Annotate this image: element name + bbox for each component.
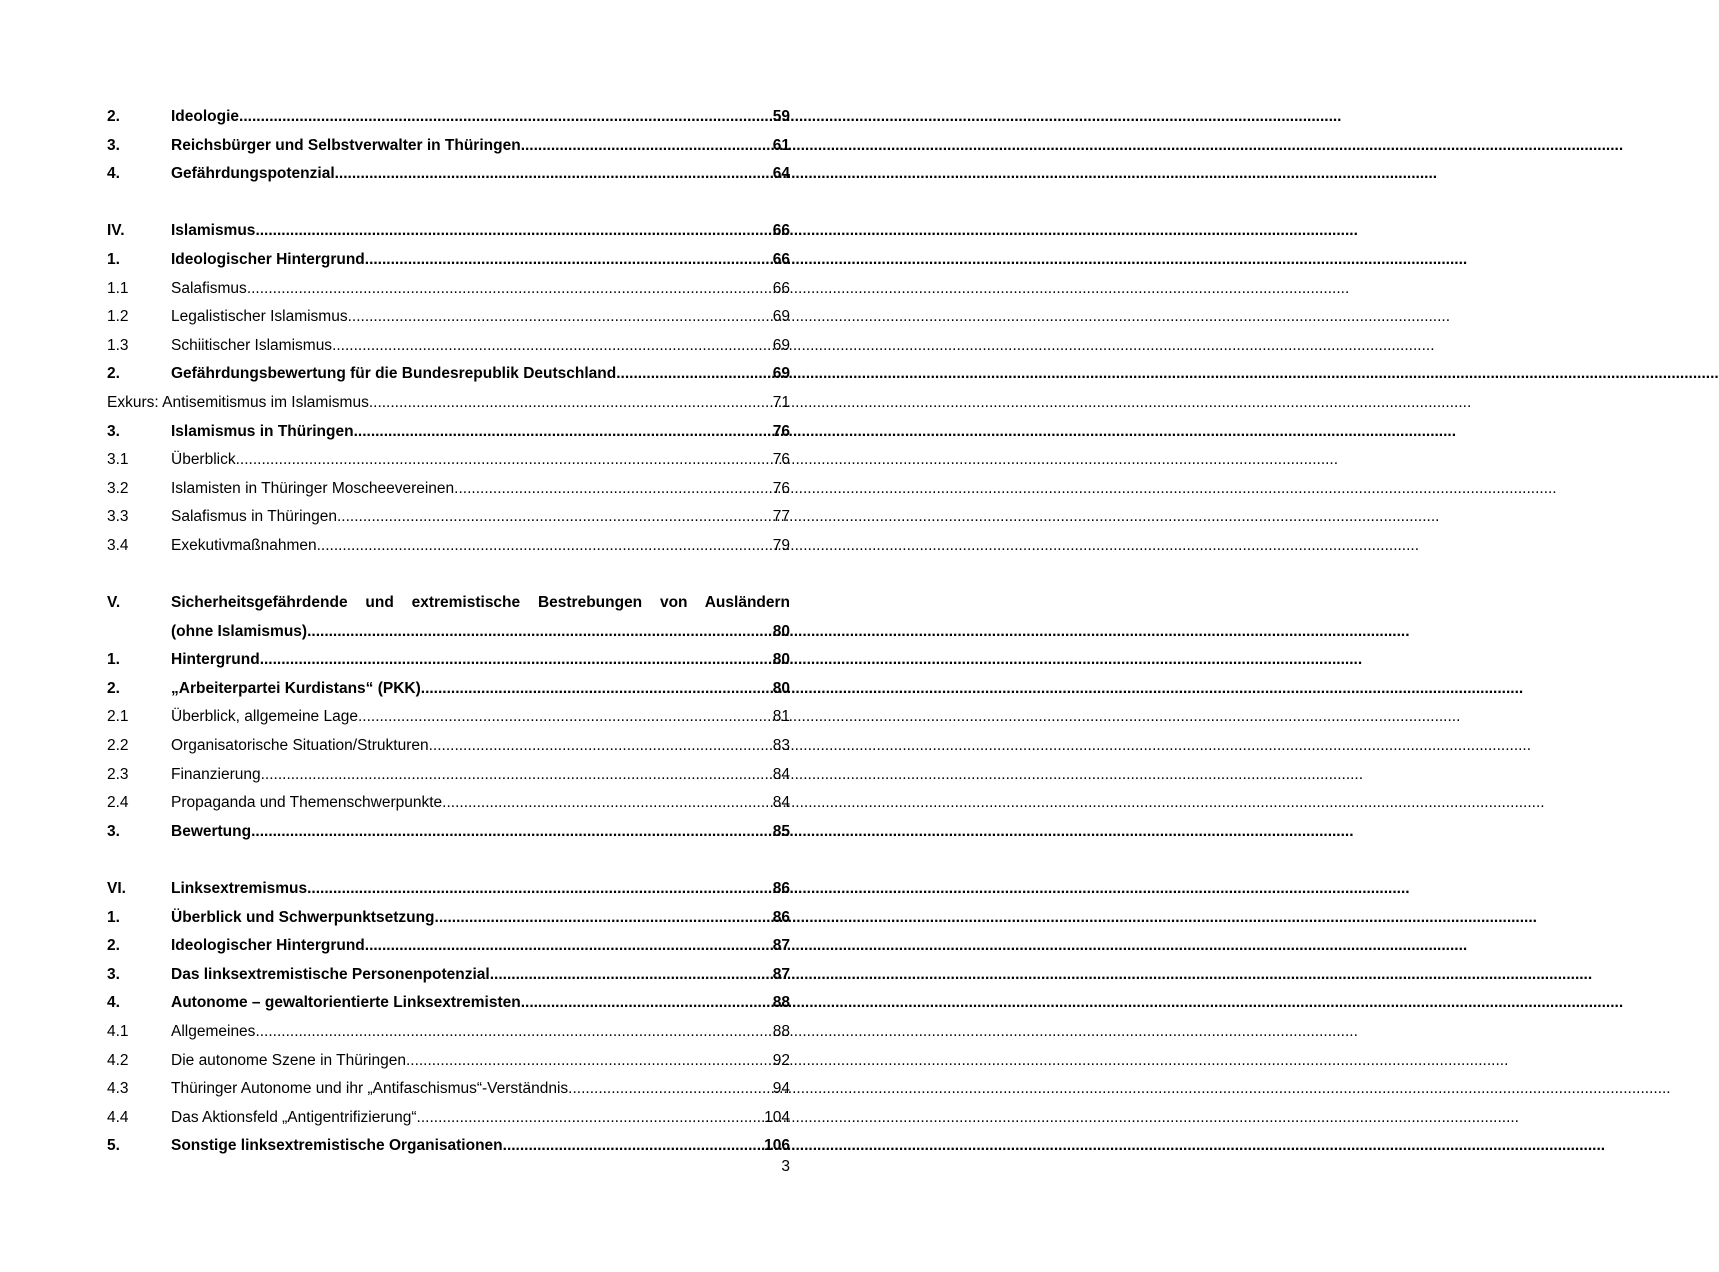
toc-entry-number: 4. xyxy=(107,165,120,183)
toc-entry-page: 80 xyxy=(772,622,790,640)
toc-entry[interactable] xyxy=(107,703,790,732)
toc-entry-title: Exkurs: Antisemitismus im Islamismus xyxy=(107,393,369,411)
toc-entry-page: 86 xyxy=(772,880,790,898)
toc-entry-page: 69 xyxy=(772,365,790,383)
dot-leader xyxy=(490,961,773,990)
toc-entry-title: Die autonome Szene in Thüringen xyxy=(171,1051,406,1069)
dot-leader xyxy=(503,1132,764,1161)
dot-leader xyxy=(348,303,773,332)
toc-entry-number: 2.3 xyxy=(107,765,129,783)
toc-entry-number: 4.3 xyxy=(107,1080,129,1098)
toc-entry-title: Thüringer Autonome und ihr „Antifaschismus“-Verständnis xyxy=(171,1080,569,1098)
toc-entry-page: 71 xyxy=(772,393,790,411)
toc-entry[interactable] xyxy=(107,275,790,304)
toc-entry[interactable] xyxy=(107,332,790,361)
toc-entry[interactable] xyxy=(107,1132,790,1161)
dot-leader xyxy=(454,475,773,504)
toc-entry-number: VI. xyxy=(107,880,126,898)
toc-entry-page: 61 xyxy=(772,136,790,154)
toc-entry-title: (ohne Islamismus) xyxy=(171,622,308,640)
toc-entry-title: Ideologischer Hintergrund xyxy=(171,937,365,955)
page-number: 3 xyxy=(781,1158,790,1175)
section-gap xyxy=(107,189,790,218)
toc-entry-page: 79 xyxy=(772,536,790,554)
dot-leader xyxy=(435,904,773,933)
toc-entry-number: 1.1 xyxy=(107,279,129,297)
toc-entry-number: 3. xyxy=(107,965,120,983)
dot-leader xyxy=(521,132,773,161)
toc-entry-number: 3.3 xyxy=(107,508,129,526)
toc-entry-title: Salafismus in Thüringen xyxy=(171,508,337,526)
dot-leader xyxy=(260,646,773,675)
toc-entry-number: 4.1 xyxy=(107,1023,129,1040)
toc-entry[interactable] xyxy=(107,1075,790,1104)
toc-entry-title: Ideologie xyxy=(171,108,240,125)
toc-entry[interactable] xyxy=(107,989,790,1018)
toc-entry-number: 4.2 xyxy=(107,1051,129,1069)
toc-entry-number: 3. xyxy=(107,136,120,154)
toc-entry-page: 85 xyxy=(772,822,790,840)
toc-entry[interactable] xyxy=(107,532,790,561)
toc-entry-number: 4. xyxy=(107,994,120,1012)
toc-entry[interactable] xyxy=(107,217,790,246)
toc-entry-page: 64 xyxy=(772,165,790,183)
dot-leader xyxy=(239,103,773,132)
toc-entry-number: 1. xyxy=(107,908,120,926)
toc-entry-title: Legalistischer Islamismus xyxy=(171,308,348,326)
dot-leader xyxy=(365,246,773,275)
toc-entry-page: 94 xyxy=(772,1080,790,1098)
toc-entry-title: Sicherheitsgefährdende und extremistische Bestrebungen von Ausländern xyxy=(171,594,790,612)
section-gap xyxy=(107,561,790,590)
toc-entry-title: Gefährdungsbewertung für die Bundesrepublik Deutschland xyxy=(171,365,617,383)
dot-leader xyxy=(417,1104,765,1133)
toc-entry[interactable] xyxy=(107,246,790,275)
toc-entry-number: 3.1 xyxy=(107,451,129,469)
toc-entry-page: 69 xyxy=(772,308,790,326)
dot-leader xyxy=(429,732,773,761)
toc-entry[interactable] xyxy=(107,904,790,933)
dot-leader xyxy=(358,703,773,732)
toc-entry-title: Reichsbürger und Selbstverwalter in Thüringen xyxy=(171,136,521,154)
toc-entry[interactable] xyxy=(107,418,790,447)
toc-entry-title: Salafismus xyxy=(171,279,247,297)
dot-leader xyxy=(236,446,773,475)
toc-entry-title: Organisatorische Situation/Strukturen xyxy=(171,737,429,755)
toc-entry-page: 77 xyxy=(772,508,790,526)
toc-entry-page: 66 xyxy=(772,222,790,240)
toc-entry[interactable] xyxy=(107,618,790,647)
toc-entry-number: 3. xyxy=(107,822,120,840)
toc-entry-title: Hintergrund xyxy=(171,651,260,669)
toc-entry[interactable] xyxy=(107,389,790,418)
toc-entry-title: Finanzierung xyxy=(171,765,261,783)
toc-entry[interactable] xyxy=(107,103,790,132)
toc-entry[interactable] xyxy=(107,446,790,475)
toc-entry-number: 2. xyxy=(107,365,120,383)
toc-entry-title: Ideologischer Hintergrund xyxy=(171,250,365,268)
toc-entry[interactable] xyxy=(107,360,790,389)
dot-leader xyxy=(421,675,773,704)
dot-leader xyxy=(307,875,773,904)
toc-entry-page: 76 xyxy=(772,479,790,497)
toc-entry-page: 83 xyxy=(772,737,790,755)
toc-entry[interactable] xyxy=(107,475,790,504)
toc-entry-page: 69 xyxy=(772,336,790,354)
dot-leader xyxy=(335,160,773,189)
toc-entry[interactable] xyxy=(107,818,790,847)
toc-entry[interactable] xyxy=(107,1047,790,1076)
toc-entry-title: Islamisten in Thüringer Moscheevereinen xyxy=(171,479,455,497)
toc-entry-title: Linksextremismus xyxy=(171,880,308,898)
toc-entry[interactable] xyxy=(107,875,790,904)
toc-entry-title: Überblick, allgemeine Lage xyxy=(171,708,358,726)
toc-entry-title: Schiitischer Islamismus xyxy=(171,336,333,354)
toc-entry-page: 81 xyxy=(772,708,790,726)
toc-entry-title: Das Aktionsfeld „Antigentrifizierung“ xyxy=(171,1108,417,1126)
toc-entry[interactable] xyxy=(107,589,790,618)
toc-entry-number: 2. xyxy=(107,937,120,955)
toc-entry-page: 84 xyxy=(772,765,790,783)
dot-leader xyxy=(568,1075,773,1104)
dot-leader xyxy=(337,503,773,532)
toc-entry-title: „Arbeiterpartei Kurdistans“ (PKK) xyxy=(171,679,421,697)
toc-entry-title: Sonstige linksextremistische Organisationen xyxy=(171,1137,503,1155)
dot-leader xyxy=(406,1047,773,1076)
toc-entry-title: Überblick xyxy=(171,451,236,469)
toc-entry-page: 88 xyxy=(772,994,790,1012)
toc-entry-title: Das linksextremistische Personenpotenzial xyxy=(171,965,490,983)
dot-leader xyxy=(332,332,773,361)
dot-leader xyxy=(255,1018,772,1047)
dot-leader xyxy=(255,217,772,246)
dot-leader xyxy=(317,532,773,561)
toc-entry-page: 88 xyxy=(772,1023,790,1040)
toc-entry-page: 87 xyxy=(772,937,790,955)
dot-leader xyxy=(354,418,773,447)
dot-leader xyxy=(369,389,773,418)
toc-entry-number: 3.2 xyxy=(107,479,129,497)
toc-entry[interactable] xyxy=(107,303,790,332)
toc-entry[interactable] xyxy=(107,1104,790,1133)
toc-entry-number: 2.2 xyxy=(107,737,129,755)
toc-entry-title: Islamismus xyxy=(171,222,256,240)
toc-entry-page: 92 xyxy=(772,1051,790,1069)
dot-leader xyxy=(442,789,773,818)
toc-entry[interactable] xyxy=(107,761,790,790)
toc-entry[interactable] xyxy=(107,1018,790,1047)
toc-entry-number: 3.4 xyxy=(107,536,129,554)
toc-entry-title: Bewertung xyxy=(171,822,252,840)
toc-entry-number: IV. xyxy=(107,222,125,240)
toc-entry-page: 87 xyxy=(772,965,790,983)
toc-entry-title: Islamismus in Thüringen xyxy=(171,422,354,440)
toc-entry-page: 106 xyxy=(764,1137,790,1155)
dot-leader xyxy=(365,932,773,961)
toc-entry-title: Propaganda und Themenschwerpunkte xyxy=(171,794,443,812)
toc-entry-number: 1. xyxy=(107,250,120,268)
toc-entry[interactable] xyxy=(107,732,790,761)
toc-entry-number: 1.2 xyxy=(107,308,129,326)
toc-entry[interactable] xyxy=(107,789,790,818)
toc-entry[interactable] xyxy=(107,932,790,961)
toc-entry-number: 4.4 xyxy=(107,1108,129,1126)
toc-entry-number: 1. xyxy=(107,651,120,669)
dot-leader xyxy=(251,818,773,847)
dot-leader xyxy=(247,275,773,304)
toc-entry-number: 2. xyxy=(107,108,120,125)
toc-entry-number: 1.3 xyxy=(107,336,129,354)
toc-entry-page: 76 xyxy=(772,422,790,440)
toc-entry-number: 3. xyxy=(107,422,120,440)
toc-entry-title: Autonome – gewaltorientierte Linksextremisten xyxy=(171,994,521,1012)
dot-leader xyxy=(521,989,773,1018)
toc-entry-title: Exekutivmaßnahmen xyxy=(171,536,317,554)
toc-entry-title: Allgemeines xyxy=(171,1023,256,1040)
toc-entry-number: 2.1 xyxy=(107,708,129,726)
toc-entry-number: 2. xyxy=(107,679,120,697)
toc-entry[interactable] xyxy=(107,160,790,189)
toc-entry-number: 2.4 xyxy=(107,794,129,812)
toc-entry[interactable] xyxy=(107,132,790,161)
toc-entry-page: 104 xyxy=(764,1108,790,1126)
toc-entry-page: 76 xyxy=(772,451,790,469)
dot-leader xyxy=(307,618,773,647)
dot-leader xyxy=(616,360,773,389)
toc-entry[interactable] xyxy=(107,675,790,704)
toc-entry-title: Gefährdungspotenzial xyxy=(171,165,335,183)
dot-leader xyxy=(261,761,773,790)
toc-entry-page: 66 xyxy=(772,250,790,268)
toc-entry-number: V. xyxy=(107,594,121,612)
section-gap xyxy=(107,846,790,875)
toc-entry-page: 80 xyxy=(772,679,790,697)
toc-entry-page: 66 xyxy=(772,279,790,297)
toc-entry-page: 84 xyxy=(772,794,790,812)
toc-entry[interactable] xyxy=(107,646,790,675)
toc-entry-page: 59 xyxy=(772,108,790,125)
toc-entry-page: 86 xyxy=(772,908,790,926)
toc-entry[interactable] xyxy=(107,503,790,532)
toc-entry-title: Überblick und Schwerpunktsetzung xyxy=(171,908,435,926)
table-of-contents xyxy=(107,103,790,1161)
toc-entry[interactable] xyxy=(107,961,790,990)
toc-entry-number: 5. xyxy=(107,1137,120,1155)
toc-entry-page: 80 xyxy=(772,651,790,669)
